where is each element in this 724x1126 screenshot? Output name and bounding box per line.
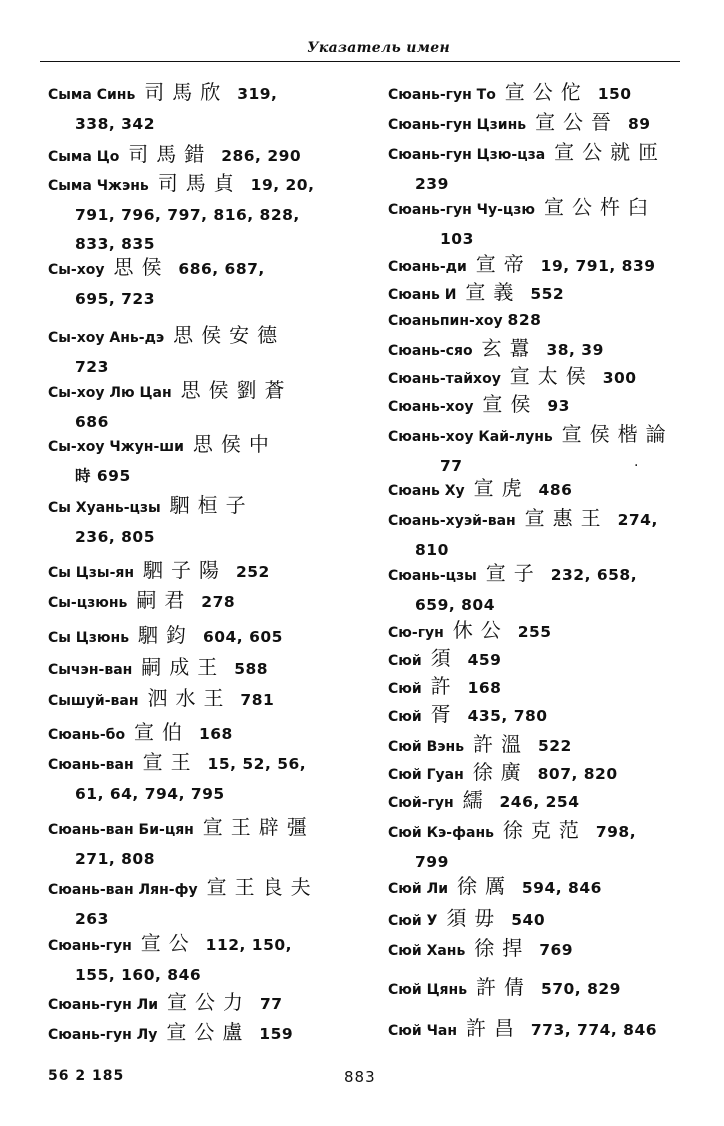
entry-first-line: [388, 934, 688, 966]
entry-first-line: [388, 1014, 688, 1046]
entry-page-numbers: 486: [538, 481, 573, 499]
entry-name: Сы-хоу Лю Цан: [48, 385, 172, 401]
entry-name: Сюй Чан: [388, 1023, 458, 1039]
entry-page-numbers: 15, 52, 56,: [207, 755, 307, 773]
entry-chinese-characters: 胥: [430, 702, 459, 726]
entry-name: Сы Хуань-цзы: [48, 500, 161, 516]
index-entry: [48, 376, 348, 437]
entry-chinese-characters: 徐廣: [472, 760, 529, 784]
entry-first-line: [48, 556, 348, 588]
entry-chinese-characters: 徐捍: [474, 936, 531, 960]
entry-page-numbers: 604, 605: [202, 628, 283, 646]
entry-first-line: [388, 138, 688, 170]
entry-continuation: 155, 160, 846: [75, 966, 202, 984]
entry-chinese-characters: 宣王良夫: [206, 875, 319, 899]
entry-continuation: 791, 796, 797, 816, 828,: [75, 206, 300, 224]
index-entry: [48, 929, 348, 990]
entry-chinese-characters: 宣公杵臼: [543, 195, 656, 219]
index-entry: [48, 684, 348, 716]
entry-page-numbers: 278: [201, 593, 236, 611]
index-entry: [388, 1014, 688, 1046]
entry-first-line: [48, 169, 348, 201]
entry-first-line: [388, 504, 688, 536]
entry-continuation: 77: [440, 457, 463, 475]
entry-chinese-characters: 繻: [462, 788, 491, 812]
header-title: Указатель имен: [307, 40, 450, 56]
index-entry: [48, 813, 348, 874]
index-entry: [388, 108, 688, 140]
entry-first-line: [388, 390, 688, 422]
entry-first-line: [48, 684, 348, 716]
index-entry: [388, 306, 688, 336]
entry-chinese-characters: 思侯中: [192, 432, 277, 456]
entry-page-numbers: 19, 20,: [250, 176, 315, 194]
entry-first-line: [388, 420, 688, 452]
entry-page-numbers: 300: [602, 369, 637, 387]
entry-name: Сюань-сяо: [388, 343, 473, 359]
entry-name: Сюань-ди: [388, 259, 467, 275]
entry-page-numbers: 828: [507, 311, 542, 329]
index-entry: [388, 138, 688, 199]
entry-name: Сюй: [388, 653, 422, 669]
entry-chinese-characters: 駟桓子: [169, 493, 254, 517]
entry-name: Сюань-ван: [48, 757, 134, 773]
entry-chinese-characters: 宣公力: [167, 990, 252, 1014]
entry-page-numbers: 252: [235, 563, 270, 581]
entry-continuation: 103: [440, 230, 474, 248]
entry-first-line: [48, 621, 348, 653]
index-entry: [48, 586, 348, 618]
index-entry: [388, 973, 688, 1005]
index-entry: [48, 78, 348, 139]
index-entry: [48, 321, 348, 382]
entry-name: Сюй: [388, 681, 422, 697]
index-entry: [48, 430, 348, 491]
index-entry: [388, 904, 688, 936]
entry-first-line: [388, 973, 688, 1005]
entry-name: Сюань-ван Би-цян: [48, 822, 194, 838]
header-rule: [40, 61, 680, 62]
entry-chinese-characters: 宣王: [142, 750, 199, 774]
index-entry: [388, 700, 688, 732]
entry-chinese-characters: 宣侯楷論: [561, 422, 674, 446]
entry-chinese-characters: 宣虎: [473, 476, 530, 500]
entry-chinese-characters: 宣王辟彊: [202, 815, 315, 839]
entry-continuation: 236, 805: [75, 528, 155, 546]
entry-continuation: 239: [415, 175, 449, 193]
entry-first-line: [48, 929, 348, 961]
entry-name: Сюй: [388, 709, 422, 725]
entry-chinese-characters: 須毋: [446, 906, 503, 930]
index-entry: [48, 491, 348, 552]
entry-chinese-characters: 宣公盧: [166, 1020, 251, 1044]
entry-page-numbers: 540: [511, 911, 546, 929]
entry-name: Сюань-цзы: [388, 568, 477, 584]
entry-chinese-characters: 休公: [452, 618, 509, 642]
print-mark: ·: [634, 458, 639, 474]
entry-name: Сы Цзюнь: [48, 630, 130, 646]
entry-chinese-characters: 宣帝: [475, 252, 532, 276]
entry-name: Сышуй-ван: [48, 693, 139, 709]
entry-chinese-characters: 泗水王: [147, 686, 232, 710]
entry-continuation: 686: [75, 413, 109, 431]
entry-first-line: [388, 306, 688, 336]
entry-continuation: 338, 342: [75, 115, 155, 133]
page-number: 883: [344, 1068, 376, 1086]
entry-first-line: [48, 1018, 348, 1050]
entry-chinese-characters: 宣侯: [482, 392, 539, 416]
entry-continuation: 695, 723: [75, 290, 155, 308]
index-entry: [388, 559, 688, 620]
entry-chinese-characters: 宣子: [485, 561, 542, 585]
entry-page-numbers: 168: [467, 679, 502, 697]
index-entry: [48, 718, 348, 750]
entry-name: Сюань-хоу Кай-лунь: [388, 429, 553, 445]
running-header: [40, 40, 680, 60]
entry-chinese-characters: 玄囂: [481, 336, 538, 360]
entry-chinese-characters: 司馬欣: [144, 80, 229, 104]
entry-page-numbers: 319,: [237, 85, 278, 103]
entry-name: Сюй Цянь: [388, 982, 468, 998]
index-entry: [388, 474, 688, 506]
entry-name: Сюань-хоу: [388, 399, 474, 415]
index-entry: [48, 1018, 348, 1050]
index-entry: [388, 872, 688, 904]
index-entry: [388, 390, 688, 422]
entry-name: Сюань-гун Цзинь: [388, 117, 527, 133]
index-entry: [388, 504, 688, 565]
entry-page-numbers: 89: [628, 115, 651, 133]
entry-name: Сю-гун: [388, 625, 444, 641]
entry-first-line: [48, 813, 348, 845]
entry-page-numbers: 588: [234, 660, 269, 678]
entry-first-line: [388, 786, 688, 818]
entry-name: Сюань-хуэй-ван: [388, 513, 516, 529]
entry-chinese-characters: 許昌: [465, 1016, 522, 1040]
entry-chinese-characters: 許溫: [473, 732, 530, 756]
entry-name: Сы Цзы-ян: [48, 565, 135, 581]
entry-name: Сюаньпин-хоу: [388, 313, 503, 329]
entry-chinese-characters: 宣太侯: [509, 364, 594, 388]
entry-continuation: 61, 64, 794, 795: [75, 785, 225, 803]
entry-first-line: [48, 140, 348, 172]
entry-name: Сы-хоу Чжун-ши: [48, 439, 184, 455]
entry-name: Сюй Вэнь: [388, 739, 465, 755]
entry-name: Сюань И: [388, 287, 457, 303]
entry-first-line: [388, 700, 688, 732]
entry-name: Сюань-бо: [48, 727, 126, 743]
entry-chinese-characters: 駟鈞: [138, 623, 195, 647]
entry-chinese-characters: 宣惠王: [524, 506, 609, 530]
entry-page-numbers: 19, 791, 839: [540, 257, 656, 275]
entry-name: Сюй Ли: [388, 881, 449, 897]
entry-name: Сюй Кэ-фань: [388, 825, 494, 841]
entry-name: Сюань-ван Лян-фу: [48, 882, 198, 898]
entry-chinese-characters: 宣伯: [134, 720, 190, 744]
entry-name: Сыма Синь: [48, 87, 136, 103]
index-entry: [48, 988, 348, 1020]
entry-chinese-characters: 司馬錯: [128, 142, 213, 166]
entry-first-line: [48, 718, 348, 750]
entry-first-line: [48, 748, 348, 780]
index-entry: [388, 786, 688, 818]
entry-page-numbers: 286, 290: [221, 147, 302, 165]
entry-first-line: [48, 653, 348, 685]
entry-page-numbers: 522: [537, 737, 572, 755]
entry-page-numbers: 769: [539, 941, 574, 959]
index-entry: [48, 253, 348, 314]
entry-chinese-characters: 徐克范: [502, 818, 587, 842]
entry-name: Сюань-гун Лу: [48, 1027, 158, 1043]
entry-chinese-characters: 許倩: [476, 975, 533, 999]
entry-first-line: [48, 491, 348, 523]
entry-chinese-characters: 宣義: [465, 280, 522, 304]
entry-page-numbers: 77: [259, 995, 283, 1013]
index-entry: [388, 934, 688, 966]
entry-first-line: [48, 873, 348, 905]
entry-chinese-characters: 駟子陽: [143, 558, 228, 582]
entry-name: Сы-цзюнь: [48, 595, 128, 611]
entry-page-numbers: 807, 820: [537, 765, 618, 783]
entry-page-numbers: 255: [517, 623, 552, 641]
entry-name: Сыма Цо: [48, 149, 120, 165]
printer-signature: 56 2 185: [48, 1068, 125, 1084]
entry-chinese-characters: 思侯: [113, 255, 170, 279]
entry-chinese-characters: 司馬貞: [157, 171, 242, 195]
entry-name: Сюань-тайхоу: [388, 371, 501, 387]
entry-page-numbers: 781: [240, 691, 275, 709]
entry-continuation: 時 695: [75, 467, 131, 485]
entry-first-line: [48, 78, 348, 110]
entry-name: Сюань-гун: [48, 938, 132, 954]
entry-first-line: [48, 988, 348, 1020]
entry-chinese-characters: 宣公就匝: [554, 140, 667, 164]
entry-continuation: 799: [415, 853, 449, 871]
entry-name: Сюань Ху: [388, 483, 465, 499]
index-entry: [48, 621, 348, 653]
entry-continuation: 810: [415, 541, 449, 559]
entry-name: Сыма Чжэнь: [48, 178, 149, 194]
entry-first-line: [388, 559, 688, 591]
entry-chinese-characters: 宣公: [140, 931, 197, 955]
entry-page-numbers: 570, 829: [540, 980, 621, 998]
entry-first-line: [388, 816, 688, 848]
index-entry: [388, 78, 688, 110]
index-entry: [388, 420, 688, 481]
entry-page-numbers: 168: [198, 725, 233, 743]
entry-chinese-characters: 許: [430, 674, 459, 698]
entry-page-numbers: 150: [597, 85, 632, 103]
entry-first-line: [48, 430, 348, 462]
entry-continuation: 659, 804: [415, 596, 495, 614]
entry-continuation: 833, 835: [75, 235, 155, 253]
entry-page-numbers: 686, 687,: [178, 260, 265, 278]
entry-continuation: 263: [75, 910, 109, 928]
entry-first-line: [388, 193, 688, 225]
entry-page-numbers: 159: [259, 1025, 294, 1043]
entry-continuation: 271, 808: [75, 850, 155, 868]
entry-name: Сюй Хань: [388, 943, 466, 959]
entry-name: Сюй У: [388, 913, 438, 929]
entry-chinese-characters: 嗣君: [136, 588, 193, 612]
entry-name: Сюань-гун Цзю-цза: [388, 147, 546, 163]
entry-page-numbers: 798,: [595, 823, 637, 841]
entry-chinese-characters: 思侯安德: [173, 323, 286, 347]
entry-first-line: [388, 474, 688, 506]
index-entry: [48, 653, 348, 685]
entry-chinese-characters: 宣公晉: [535, 110, 620, 134]
entry-first-line: [48, 376, 348, 408]
index-entry: [388, 816, 688, 877]
entry-name: Сюй Гуан: [388, 767, 464, 783]
entry-first-line: [388, 872, 688, 904]
entry-page-numbers: 274,: [617, 511, 658, 529]
entry-chinese-characters: 宣公佗: [504, 80, 589, 104]
index-entry: [48, 556, 348, 588]
entry-chinese-characters: 須: [430, 646, 459, 670]
entry-page-numbers: 435, 780: [467, 707, 548, 725]
entry-page-numbers: 459: [467, 651, 502, 669]
entry-first-line: [388, 108, 688, 140]
entry-name: Сюй-гун: [388, 795, 454, 811]
entry-first-line: [48, 253, 348, 285]
entry-first-line: [388, 904, 688, 936]
entry-chinese-characters: 嗣成王: [141, 655, 226, 679]
entry-name: Сюань-гун Чу-цзю: [388, 202, 536, 218]
entry-chinese-characters: 徐厲: [456, 874, 513, 898]
entry-page-numbers: 773, 774, 846: [530, 1021, 658, 1039]
index-entry: [48, 140, 348, 172]
index-entry: [388, 193, 688, 254]
index-entry: [48, 873, 348, 934]
entry-chinese-characters: 思侯劉蒼: [180, 378, 293, 402]
index-entry: [48, 169, 348, 259]
entry-continuation: 723: [75, 358, 109, 376]
entry-first-line: [48, 321, 348, 353]
entry-page-numbers: 246, 254: [499, 793, 580, 811]
entry-page-numbers: 552: [530, 285, 565, 303]
entry-page-numbers: 93: [547, 397, 570, 415]
entry-first-line: [388, 78, 688, 110]
entry-page-numbers: 232, 658,: [550, 566, 638, 584]
entry-name: Сычэн-ван: [48, 662, 133, 678]
entry-page-numbers: 594, 846: [521, 879, 602, 897]
entry-name: Сюань-гун То: [388, 87, 496, 103]
entry-name: Сы-хоу Ань-дэ: [48, 330, 165, 346]
entry-first-line: [48, 586, 348, 618]
entry-name: Сы-хоу: [48, 262, 105, 278]
entry-page-numbers: 112, 150,: [205, 936, 293, 954]
entry-name: Сюань-гун Ли: [48, 997, 159, 1013]
entry-page-numbers: 38, 39: [546, 341, 604, 359]
index-entry: [48, 748, 348, 809]
